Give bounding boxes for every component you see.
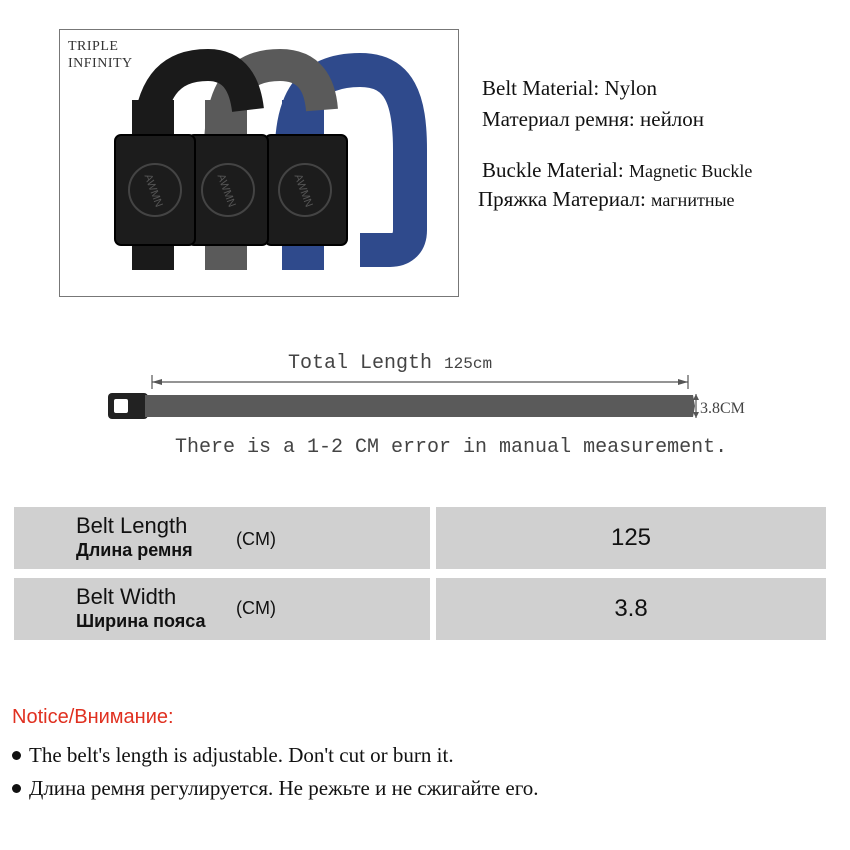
svg-text:AWMN: AWMN xyxy=(291,172,315,209)
bullet-icon xyxy=(12,784,21,793)
label-unit: (CM) xyxy=(236,529,276,549)
belt-measurement-diagram xyxy=(40,310,770,475)
label-cell xyxy=(14,507,430,569)
diagram-strap xyxy=(145,395,693,417)
svg-text:AWMN: AWMN xyxy=(141,172,165,209)
label-en: Belt Length xyxy=(76,513,188,538)
buckle-en xyxy=(482,158,752,183)
buckle-ru xyxy=(478,187,735,212)
svg-text:AWMN: AWMN xyxy=(214,172,238,209)
width-label: 3.8CM xyxy=(700,400,745,417)
notice-text: Длина ремня регулируется. Не режьте и не сжигайте его. xyxy=(29,776,539,800)
label-ru: Ширина пояса xyxy=(76,611,206,631)
value-text: 3.8 xyxy=(614,595,648,622)
table-row-length xyxy=(14,507,826,569)
total-length-value: 125cm xyxy=(444,355,493,373)
brand-line-1: TRIPLE xyxy=(68,39,119,54)
notice-item xyxy=(12,743,454,768)
product-photo xyxy=(59,29,459,297)
notice-text: The belt's length is adjustable. Don't cut or burn it. xyxy=(29,743,454,767)
value-text: 125 xyxy=(610,524,652,551)
value-cell xyxy=(436,578,826,640)
bullet-icon xyxy=(12,751,21,760)
notice-title: Notice/Внимание: xyxy=(12,706,174,728)
buckle-ru-label: Пряжка Материал: xyxy=(478,187,646,211)
material-en: Belt Material: Nylon xyxy=(482,76,657,100)
belts-illustration xyxy=(60,30,458,296)
total-length-label xyxy=(288,352,492,375)
material-ru: Материал ремня: нейлон xyxy=(482,107,705,131)
buckle-en-label: Buckle Material: xyxy=(482,158,624,182)
label-en: Belt Width xyxy=(76,584,177,609)
blue-belt xyxy=(265,70,410,270)
error-note: There is a 1-2 CM error in manual measurement. xyxy=(175,436,728,459)
label-unit: (CM) xyxy=(236,598,276,618)
table-row-width xyxy=(14,578,826,640)
buckle-ru-value: магнитные xyxy=(651,190,735,210)
total-length-text: Total Length xyxy=(288,352,433,375)
notice-item xyxy=(12,776,539,801)
label-ru: Длина ремня xyxy=(76,540,193,560)
label-cell xyxy=(14,578,430,640)
brand-line-2: INFINITY xyxy=(68,56,133,71)
buckle-en-value: Magnetic Buckle xyxy=(628,161,753,181)
value-cell xyxy=(436,507,826,569)
